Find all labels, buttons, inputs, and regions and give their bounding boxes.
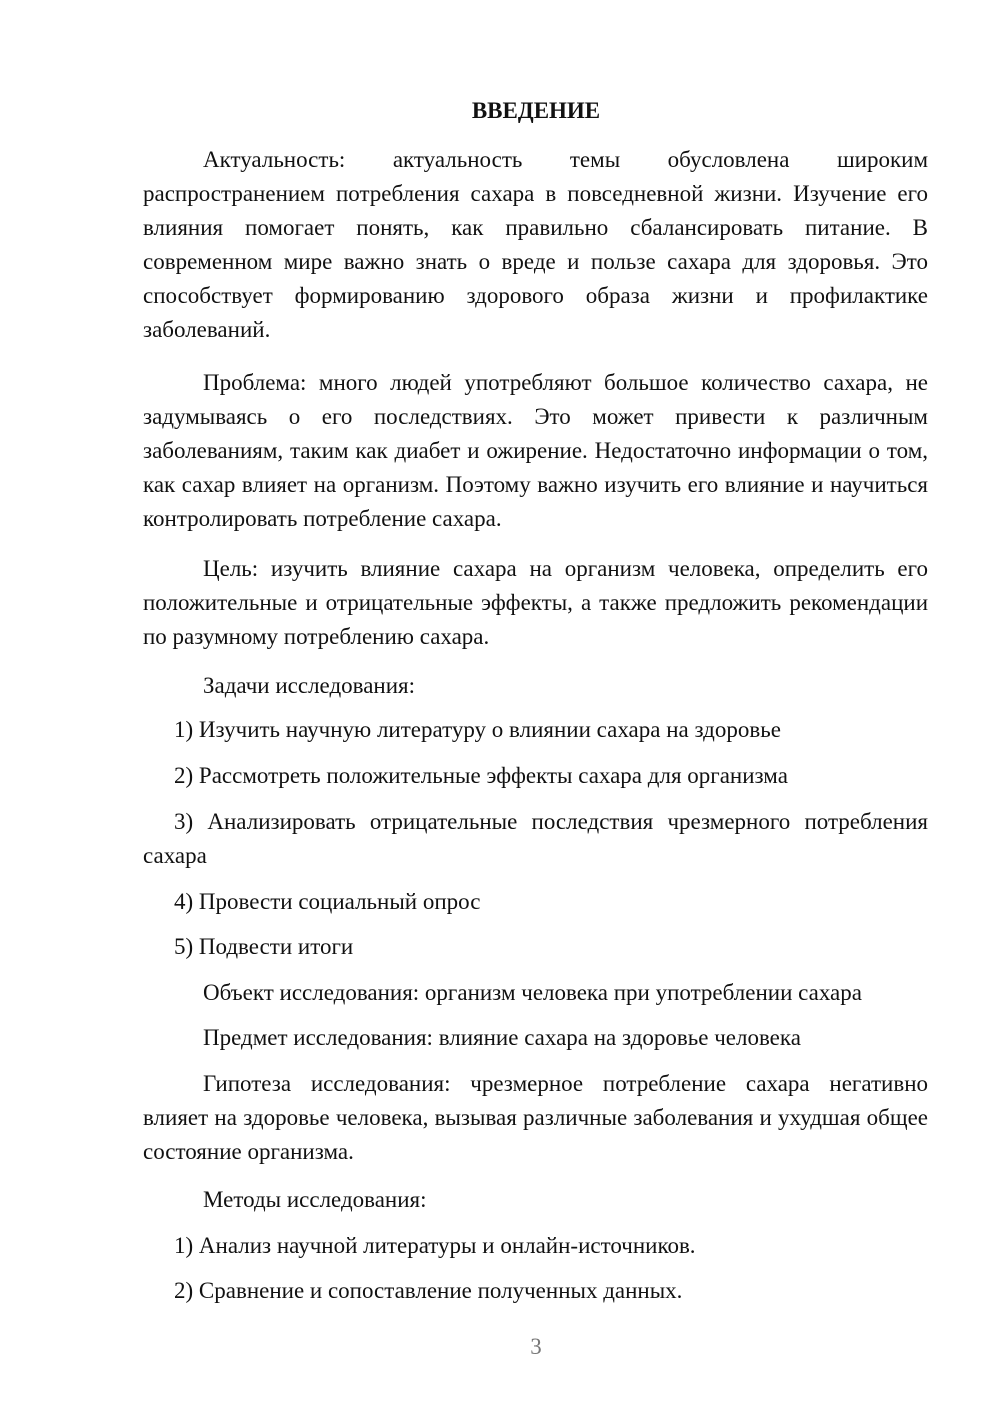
task-item: 5) Подвести итоги — [174, 934, 354, 959]
task-item: 4) Провести социальный опрос — [174, 889, 481, 914]
task-item: 1) Изучить научную литературу о влиянии сахара на здоровье — [174, 717, 781, 742]
page-number: 3 — [530, 1334, 542, 1359]
section-title: ВВЕДЕНИЕ — [471, 98, 601, 123]
methods-heading: Методы исследования: — [203, 1187, 427, 1212]
task-item: 2) Рассмотреть положительные эффекты сахара для организма — [174, 763, 788, 788]
goal-paragraph: Цель: изучить влияние сахара на организм человека, определить его положительные и отрицательные эффекты, а также предложить рекомендации по разумному потреблению сахара. — [143, 556, 928, 649]
relevance-paragraph: Актуальность: актуальность темы обусловлена широким распространением потребления сахара в повседневной жизни. Изучение его влияния помогает понять, как правильно сбалансировать питание. В современном мире важно знать о вреде и пользе сахара для здоровья. Это способствует формированию здорового образа жизни и профилактике заболеваний. — [143, 147, 928, 342]
research-object: Объект исследования: организм человека при употреблении сахара — [203, 980, 862, 1005]
method-item: 1) Анализ научной литературы и онлайн-источников. — [174, 1233, 696, 1258]
tasks-heading: Задачи исследования: — [203, 673, 416, 698]
task-item: 3) Анализировать отрицательные последствия чрезмерного потребления сахара — [143, 809, 928, 868]
problem-paragraph: Проблема: много людей употребляют большое количество сахара, не задумываясь о его последствиях. Это может привести к различным заболеваниям, таким как диабет и ожирение. Недостаточно информации о том, как сахар влияет на организм. Поэтому важно изучить его влияние и научиться контролировать потребление сахара. — [143, 370, 928, 531]
method-item: 2) Сравнение и сопоставление полученных данных. — [174, 1278, 683, 1303]
hypothesis-paragraph: Гипотеза исследования: чрезмерное потребление сахара негативно влияет на здоровье человека, вызывая различные заболевания и ухудшая общее состояние организма. — [143, 1071, 928, 1164]
research-subject: Предмет исследования: влияние сахара на здоровье человека — [203, 1025, 801, 1050]
